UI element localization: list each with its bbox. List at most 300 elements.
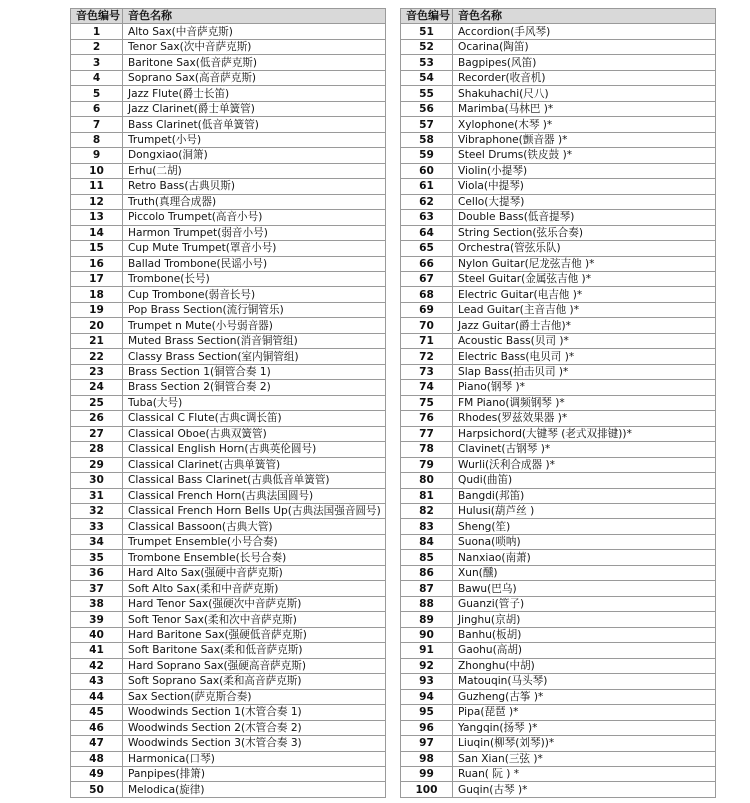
table-row [401,86,716,101]
tone-name: Trumpet(小号) [123,132,386,147]
tone-number: 17 [71,271,123,286]
tone-name: Bass Clarinet(低音单簧管) [123,117,386,132]
tone-number: 88 [401,596,453,611]
tone-name: Nanxiao(南萧) [453,550,716,565]
table-row [71,581,386,596]
tone-number: 33 [71,519,123,534]
table-row [71,364,386,379]
tone-number: 39 [71,612,123,627]
table-row [71,457,386,472]
tone-name: Classical C Flute(古典c调长笛) [123,411,386,426]
tone-name: Soft Baritone Sax(柔和低音萨克斯) [123,643,386,658]
table-row [401,24,716,39]
table-row [401,473,716,488]
tone-number: 26 [71,411,123,426]
table-row [401,720,716,735]
tone-number: 71 [401,333,453,348]
tone-name: Marimba(马林巴 )* [453,101,716,116]
tone-name: Rhodes(罗兹效果器 )* [453,411,716,426]
tone-number: 46 [71,720,123,735]
table-row [401,380,716,395]
table-row [71,766,386,781]
table-row [71,256,386,271]
tone-name: Harmon Trumpet(弱音小号) [123,225,386,240]
tone-number: 2 [71,39,123,54]
table-row [71,333,386,348]
tone-number: 7 [71,117,123,132]
tone-number: 54 [401,70,453,85]
tone-number: 10 [71,163,123,178]
tone-number: 65 [401,241,453,256]
table-row [71,210,386,225]
tone-number: 61 [401,179,453,194]
tone-number: 40 [71,627,123,642]
table-row [401,55,716,70]
tone-number: 15 [71,241,123,256]
tone-name: Gaohu(高胡) [453,643,716,658]
tone-name: Classical French Horn Bells Up(古典法国强音圆号) [123,504,386,519]
tone-name: Trumpet Ensemble(小号合奏) [123,534,386,549]
tone-number: 52 [401,39,453,54]
tone-number: 55 [401,86,453,101]
tone-name: Sax Section(萨克斯合奏) [123,689,386,704]
table-row [71,117,386,132]
table-row [401,426,716,441]
tone-number: 63 [401,210,453,225]
table-row [71,534,386,549]
tone-number: 74 [401,380,453,395]
tone-number: 5 [71,86,123,101]
table-row [401,117,716,132]
tone-number: 64 [401,225,453,240]
tone-name: Banhu(板胡) [453,627,716,642]
table-row [71,612,386,627]
tone-number: 59 [401,148,453,163]
table-row [401,148,716,163]
table-row [401,658,716,673]
tone-name: Retro Bass(古典贝斯) [123,179,386,194]
table-row [401,550,716,565]
tone-number: 70 [401,318,453,333]
tone-name: Trombone Ensemble(长号合奏) [123,550,386,565]
table-row [71,132,386,147]
table-row [71,658,386,673]
table-row [401,674,716,689]
tone-name: Trombone(长号) [123,271,386,286]
tone-name: Sheng(笙) [453,519,716,534]
tone-name: Classical English Horn(古典英伦圆号) [123,442,386,457]
tone-name: Brass Section 1(铜管合奏 1) [123,364,386,379]
tone-number: 21 [71,333,123,348]
table-row [401,318,716,333]
tone-number: 85 [401,550,453,565]
tone-name: Violin(小提琴) [453,163,716,178]
tone-name: Dongxiao(洞箫) [123,148,386,163]
table-row [71,241,386,256]
tone-name: Jazz Clarinet(爵士单簧管) [123,101,386,116]
tone-name: Guqin(古琴 )* [453,782,716,797]
tone-name: Trumpet n Mute(小号弱音器) [123,318,386,333]
tone-number: 76 [401,411,453,426]
table-row [401,782,716,797]
table-row [401,689,716,704]
tone-number: 25 [71,395,123,410]
table-row [401,612,716,627]
header-number: 音色编号 [401,9,453,24]
table-row [401,225,716,240]
table-row [71,782,386,797]
tone-name: Alto Sax(中音萨克斯) [123,24,386,39]
tone-name: Pipa(琵琶 )* [453,705,716,720]
tone-name: Shakuhachi(尺八) [453,86,716,101]
tone-number: 9 [71,148,123,163]
tone-number: 35 [71,550,123,565]
tone-name: Ocarina(陶笛) [453,39,716,54]
tone-number: 1 [71,24,123,39]
tone-name: Soft Tenor Sax(柔和次中音萨克斯) [123,612,386,627]
header-number: 音色编号 [71,9,123,24]
tone-number: 62 [401,194,453,209]
tone-number: 20 [71,318,123,333]
tone-name: Bawu(巴乌) [453,581,716,596]
tone-number: 97 [401,736,453,751]
tone-number: 58 [401,132,453,147]
table-row [71,163,386,178]
tone-name: Piccolo Trumpet(高音小号) [123,210,386,225]
tone-name: String Section(弦乐合奏) [453,225,716,240]
tone-name: Wurli(沃利合成器 )* [453,457,716,472]
tone-number: 28 [71,442,123,457]
tone-name: Hard Soprano Sax(强硬高音萨克斯) [123,658,386,673]
table-row [401,705,716,720]
tone-name: Truth(真理合成器) [123,194,386,209]
tone-number: 42 [71,658,123,673]
table-row [71,473,386,488]
tone-number: 8 [71,132,123,147]
table-row [71,643,386,658]
table-row [71,70,386,85]
tone-name: Double Bass(低音提琴) [453,210,716,225]
tone-name: Soft Alto Sax(柔和中音萨克斯) [123,581,386,596]
tone-number: 49 [71,766,123,781]
tone-name: Soprano Sax(高音萨克斯) [123,70,386,85]
table-row [71,39,386,54]
tone-number: 100 [401,782,453,797]
table-row [71,271,386,286]
tone-number: 3 [71,55,123,70]
table-row [401,101,716,116]
tone-name: Tenor Sax(次中音萨克斯) [123,39,386,54]
tone-number: 84 [401,534,453,549]
tone-number: 36 [71,565,123,580]
tone-number: 50 [71,782,123,797]
tone-number: 83 [401,519,453,534]
tone-name: Erhu(二胡) [123,163,386,178]
tone-number: 34 [71,534,123,549]
tone-number: 57 [401,117,453,132]
table-row [401,766,716,781]
tone-number: 18 [71,287,123,302]
instrument-table-left [70,8,386,798]
table-row [401,504,716,519]
tone-number: 75 [401,395,453,410]
tone-name: Steel Drums(铁皮鼓 )* [453,148,716,163]
tone-name: Muted Brass Section(消音铜管组) [123,333,386,348]
table-row [71,194,386,209]
tone-name: Lead Guitar(主音吉他 )* [453,302,716,317]
tone-number: 12 [71,194,123,209]
table-row [401,751,716,766]
tone-name: Guzheng(古筝 )* [453,689,716,704]
table-row [71,705,386,720]
header-name: 音色名称 [453,9,716,24]
tone-name: Woodwinds Section 1(木管合奏 1) [123,705,386,720]
table-row [401,581,716,596]
tone-name: Yangqin(扬琴 )* [453,720,716,735]
tone-name: Matouqin(马头琴) [453,674,716,689]
table-row [71,596,386,611]
tone-name: Brass Section 2(铜管合奏 2) [123,380,386,395]
tone-name: Hard Tenor Sax(强硬次中音萨克斯) [123,596,386,611]
table-row [71,720,386,735]
tone-name: Xun(醺) [453,565,716,580]
table-row [71,736,386,751]
tone-number: 98 [401,751,453,766]
tone-name: Jinghu(京胡) [453,612,716,627]
tone-name: Soft Soprano Sax(柔和高音萨克斯) [123,674,386,689]
tone-name: Classical Clarinet(古典单簧管) [123,457,386,472]
table-row [401,210,716,225]
table-row [71,426,386,441]
tone-name: Harmonica(口琴) [123,751,386,766]
tone-number: 96 [401,720,453,735]
table-row [401,132,716,147]
tone-name: Hard Baritone Sax(强硬低音萨克斯) [123,627,386,642]
table-row [401,627,716,642]
tone-name: Zhonghu(中胡) [453,658,716,673]
tone-number: 72 [401,349,453,364]
tone-number: 29 [71,457,123,472]
table-row [401,271,716,286]
tone-name: Piano(钢琴 )* [453,380,716,395]
table-row [401,643,716,658]
tone-name: Qudi(曲笛) [453,473,716,488]
tone-number: 13 [71,210,123,225]
table-row [401,39,716,54]
tone-name: Steel Guitar(金属弦吉他 )* [453,271,716,286]
tone-number: 24 [71,380,123,395]
tone-name: Woodwinds Section 3(木管合奏 3) [123,736,386,751]
tone-number: 6 [71,101,123,116]
table-row [71,442,386,457]
tone-number: 78 [401,442,453,457]
tone-number: 16 [71,256,123,271]
table-row [401,70,716,85]
table-row [71,550,386,565]
tone-number: 89 [401,612,453,627]
table-row [71,86,386,101]
tone-name: Classy Brass Section(室内铜管组) [123,349,386,364]
tone-number: 51 [401,24,453,39]
tone-number: 37 [71,581,123,596]
tone-number: 48 [71,751,123,766]
tone-number: 73 [401,364,453,379]
header-row [71,9,386,24]
table-row [401,736,716,751]
table-row [71,411,386,426]
tone-number: 23 [71,364,123,379]
tone-number: 27 [71,426,123,441]
tone-number: 56 [401,101,453,116]
tone-number: 60 [401,163,453,178]
tone-name: Classical Bass Clarinet(古典低音单簧管) [123,473,386,488]
tone-number: 30 [71,473,123,488]
tone-number: 99 [401,766,453,781]
tone-name: Hulusi(葫芦丝 ) [453,504,716,519]
tone-number: 67 [401,271,453,286]
tone-name: Bagpipes(风笛) [453,55,716,70]
tone-number: 95 [401,705,453,720]
tone-number: 93 [401,674,453,689]
tone-number: 82 [401,504,453,519]
tone-number: 87 [401,581,453,596]
tone-name: Recorder(收音机) [453,70,716,85]
tone-number: 41 [71,643,123,658]
table-row [71,689,386,704]
tone-name: Baritone Sax(低音萨克斯) [123,55,386,70]
table-row [401,256,716,271]
table-row [71,395,386,410]
tone-number: 22 [71,349,123,364]
tone-name: Panpipes(排箫) [123,766,386,781]
tone-name: Cup Trombone(弱音长号) [123,287,386,302]
tone-name: Hard Alto Sax(强硬中音萨克斯) [123,565,386,580]
tone-name: Classical Bassoon(古典大管) [123,519,386,534]
table-row [71,148,386,163]
tone-name: Ruan( 阮 ) * [453,766,716,781]
tone-name: Melodica(旋律) [123,782,386,797]
header-row [401,9,716,24]
tone-name: Ballad Trombone(民谣小号) [123,256,386,271]
tone-name: Slap Bass(拍击贝司 )* [453,364,716,379]
tone-number: 44 [71,689,123,704]
header-name: 音色名称 [123,9,386,24]
tone-name: Accordion(手风琴) [453,24,716,39]
tone-name: Jazz Flute(爵士长笛) [123,86,386,101]
tone-name: Classical Oboe(古典双簧管) [123,426,386,441]
tone-number: 4 [71,70,123,85]
table-row [71,488,386,503]
table-row [401,488,716,503]
tone-number: 81 [401,488,453,503]
table-row [401,411,716,426]
tone-number: 11 [71,179,123,194]
tone-name: FM Piano(调频钢琴 )* [453,395,716,410]
table-row [71,225,386,240]
tone-number: 80 [401,473,453,488]
tone-name: Viola(中提琴) [453,179,716,194]
table-row [401,364,716,379]
tone-name: Electric Guitar(电吉他 )* [453,287,716,302]
tone-number: 79 [401,457,453,472]
tone-name: Nylon Guitar(尼龙弦吉他 )* [453,256,716,271]
table-row [71,24,386,39]
tone-name: Orchestra(管弦乐队) [453,241,716,256]
table-row [401,596,716,611]
tone-number: 43 [71,674,123,689]
table-row [401,241,716,256]
table-row [71,302,386,317]
tone-number: 69 [401,302,453,317]
table-row [401,287,716,302]
table-row [71,751,386,766]
tone-name: Harpsichord(大键琴 (老式双排键))* [453,426,716,441]
instrument-table-right [400,8,716,798]
tone-name: Suona(唢呐) [453,534,716,549]
table-row [71,101,386,116]
tone-number: 66 [401,256,453,271]
tone-number: 53 [401,55,453,70]
table-row [71,504,386,519]
tone-name: Bangdi(邦笛) [453,488,716,503]
tone-number: 90 [401,627,453,642]
table-row [401,163,716,178]
tone-name: Clavinet(古钢琴 )* [453,442,716,457]
tone-name: Guanzi(管子) [453,596,716,611]
tone-name: Pop Brass Section(流行铜管乐) [123,302,386,317]
tone-number: 68 [401,287,453,302]
table-row [71,287,386,302]
table-row [71,380,386,395]
table-row [71,318,386,333]
tone-name: Xylophone(木琴 )* [453,117,716,132]
tone-name: Vibraphone(颤音器 )* [453,132,716,147]
tone-number: 14 [71,225,123,240]
table-row [71,55,386,70]
tone-name: Acoustic Bass(贝司 )* [453,333,716,348]
table-row [401,333,716,348]
table-row [71,519,386,534]
tone-name: Woodwinds Section 2(木管合奏 2) [123,720,386,735]
tone-name: San Xian(三弦 )* [453,751,716,766]
tone-name: Electric Bass(电贝司 )* [453,349,716,364]
tone-number: 38 [71,596,123,611]
table-row [401,457,716,472]
tone-number: 32 [71,504,123,519]
table-row [401,565,716,580]
table-row [401,349,716,364]
table-row [71,627,386,642]
tone-name: Jazz Guitar(爵士吉他)* [453,318,716,333]
table-row [401,442,716,457]
tone-name: Cup Mute Trumpet(罩音小号) [123,241,386,256]
tone-name: Tuba(大号) [123,395,386,410]
tone-number: 77 [401,426,453,441]
table-row [401,302,716,317]
tone-number: 19 [71,302,123,317]
tone-number: 94 [401,689,453,704]
tone-name: Classical French Horn(古典法国圆号) [123,488,386,503]
table-row [401,179,716,194]
table-row [401,519,716,534]
table-row [71,674,386,689]
tone-number: 31 [71,488,123,503]
table-row [71,565,386,580]
table-row [401,395,716,410]
table-row [71,349,386,364]
tone-number: 45 [71,705,123,720]
tone-name: Liuqin(柳琴(刘琴))* [453,736,716,751]
